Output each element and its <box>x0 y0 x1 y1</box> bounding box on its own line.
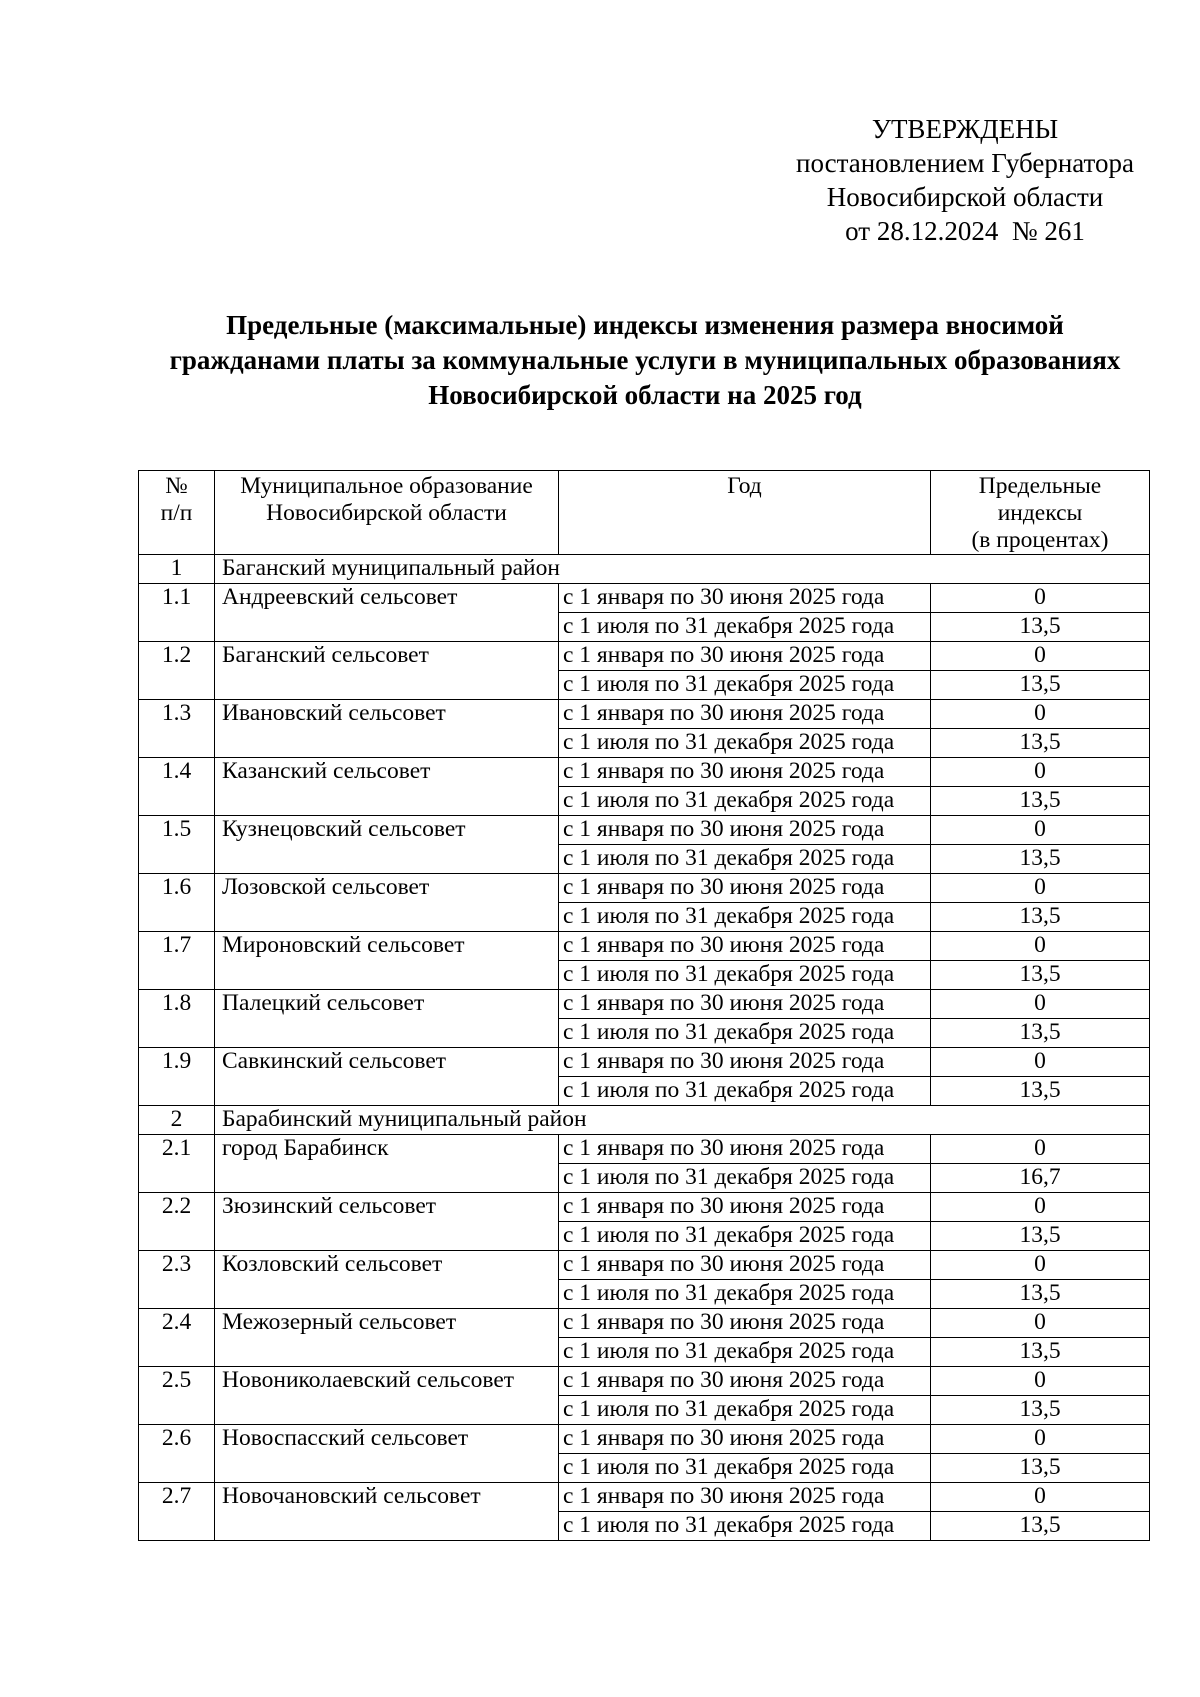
index-second-half: 13,5 <box>931 1280 1150 1309</box>
table-row <box>139 1135 1150 1164</box>
index-first-half: 0 <box>931 1425 1150 1454</box>
period-first-half: с 1 января по 30 июня 2025 года <box>559 1251 931 1280</box>
period-first-half: с 1 января по 30 июня 2025 года <box>559 1367 931 1396</box>
row-number: 2.4 <box>139 1309 215 1367</box>
index-second-half: 13,5 <box>931 845 1150 874</box>
period-second-half: с 1 июля по 31 декабря 2025 года <box>559 1280 931 1309</box>
index-first-half: 0 <box>931 990 1150 1019</box>
period-second-half: с 1 июля по 31 декабря 2025 года <box>559 1019 931 1048</box>
index-first-half: 0 <box>931 1193 1150 1222</box>
district-name: Барабинский муниципальный район <box>215 1106 1150 1135</box>
table-row <box>139 1048 1150 1077</box>
index-first-half: 0 <box>931 1483 1150 1512</box>
row-number: 1.4 <box>139 758 215 816</box>
index-second-half: 13,5 <box>931 1454 1150 1483</box>
period-second-half: с 1 июля по 31 декабря 2025 года <box>559 845 931 874</box>
index-first-half: 0 <box>931 1048 1150 1077</box>
row-number: 2.2 <box>139 1193 215 1251</box>
period-second-half: с 1 июля по 31 декабря 2025 года <box>559 961 931 990</box>
table-row <box>139 642 1150 671</box>
period-first-half: с 1 января по 30 июня 2025 года <box>559 700 931 729</box>
row-number: 1.9 <box>139 1048 215 1106</box>
index-first-half: 0 <box>931 1309 1150 1338</box>
municipality-name: Новочановский сельсовет <box>215 1483 559 1541</box>
row-number: 2.7 <box>139 1483 215 1541</box>
row-number: 1.7 <box>139 932 215 990</box>
period-first-half: с 1 января по 30 июня 2025 года <box>559 758 931 787</box>
municipality-name: Межозерный сельсовет <box>215 1309 559 1367</box>
municipality-name: город Барабинск <box>215 1135 559 1193</box>
period-second-half: с 1 июля по 31 декабря 2025 года <box>559 1222 931 1251</box>
table-row <box>139 1251 1150 1280</box>
table-row <box>139 990 1150 1019</box>
index-second-half: 13,5 <box>931 1396 1150 1425</box>
table-row <box>139 584 1150 613</box>
title-line: Новосибирской области на 2025 год <box>428 380 862 410</box>
period-second-half: с 1 июля по 31 декабря 2025 года <box>559 1454 931 1483</box>
index-second-half: 13,5 <box>931 1222 1150 1251</box>
table-row <box>139 816 1150 845</box>
index-second-half: 13,5 <box>931 1077 1150 1106</box>
row-number: 1.1 <box>139 584 215 642</box>
period-first-half: с 1 января по 30 июня 2025 года <box>559 874 931 903</box>
period-first-half: с 1 января по 30 июня 2025 года <box>559 1309 931 1338</box>
approval-line: Новосибирской области <box>826 182 1104 212</box>
table-row <box>139 874 1150 903</box>
district-row <box>139 555 1150 584</box>
period-second-half: с 1 июля по 31 декабря 2025 года <box>559 1396 931 1425</box>
table-row <box>139 758 1150 787</box>
index-second-half: 13,5 <box>931 787 1150 816</box>
approval-date-number: от 28.12.2024 № 261 <box>845 216 1085 246</box>
period-second-half: с 1 июля по 31 декабря 2025 года <box>559 903 931 932</box>
period-first-half: с 1 января по 30 июня 2025 года <box>559 1193 931 1222</box>
document-title <box>130 308 1160 413</box>
table-row <box>139 932 1150 961</box>
row-number: 1.5 <box>139 816 215 874</box>
index-second-half: 13,5 <box>931 613 1150 642</box>
index-second-half: 13,5 <box>931 1512 1150 1541</box>
period-first-half: с 1 января по 30 июня 2025 года <box>559 990 931 1019</box>
indices-table <box>138 470 1150 1541</box>
municipality-name: Зюзинский сельсовет <box>215 1193 559 1251</box>
period-second-half: с 1 июля по 31 декабря 2025 года <box>559 671 931 700</box>
row-number: 1.2 <box>139 642 215 700</box>
municipality-name: Андреевский сельсовет <box>215 584 559 642</box>
table-row <box>139 1193 1150 1222</box>
period-second-half: с 1 июля по 31 декабря 2025 года <box>559 1077 931 1106</box>
district-row <box>139 1106 1150 1135</box>
period-second-half: с 1 июля по 31 декабря 2025 года <box>559 613 931 642</box>
title-line: гражданами платы за коммунальные услуги в муниципальных образованиях <box>169 345 1121 375</box>
index-first-half: 0 <box>931 642 1150 671</box>
municipality-name: Лозовской сельсовет <box>215 874 559 932</box>
row-number: 1.8 <box>139 990 215 1048</box>
district-number: 2 <box>139 1106 215 1135</box>
row-number: 2.3 <box>139 1251 215 1309</box>
table-header-row <box>139 471 1150 555</box>
index-first-half: 0 <box>931 1251 1150 1280</box>
index-first-half: 0 <box>931 932 1150 961</box>
row-number: 2.5 <box>139 1367 215 1425</box>
header-indices: Предельные индексы (в процентах) <box>931 471 1150 555</box>
row-number: 1.3 <box>139 700 215 758</box>
index-second-half: 13,5 <box>931 1019 1150 1048</box>
municipality-name: Кузнецовский сельсовет <box>215 816 559 874</box>
period-second-half: с 1 июля по 31 декабря 2025 года <box>559 787 931 816</box>
approval-block <box>720 112 1200 248</box>
municipality-name: Новоспасский сельсовет <box>215 1425 559 1483</box>
table-row <box>139 1309 1150 1338</box>
index-second-half: 16,7 <box>931 1164 1150 1193</box>
row-number: 1.6 <box>139 874 215 932</box>
period-second-half: с 1 июля по 31 декабря 2025 года <box>559 1164 931 1193</box>
header-municipality: Муниципальное образование Новосибирской области <box>215 471 559 555</box>
district-number: 1 <box>139 555 215 584</box>
municipality-name: Палецкий сельсовет <box>215 990 559 1048</box>
period-second-half: с 1 июля по 31 декабря 2025 года <box>559 1338 931 1367</box>
municipality-name: Савкинский сельсовет <box>215 1048 559 1106</box>
approval-heading: УТВЕРЖДЕНЫ <box>871 114 1059 144</box>
header-number: № п/п <box>139 471 215 555</box>
municipality-name: Мироновский сельсовет <box>215 932 559 990</box>
index-second-half: 13,5 <box>931 961 1150 990</box>
index-second-half: 13,5 <box>931 903 1150 932</box>
period-first-half: с 1 января по 30 июня 2025 года <box>559 816 931 845</box>
index-first-half: 0 <box>931 700 1150 729</box>
municipality-name: Козловский сельсовет <box>215 1251 559 1309</box>
index-second-half: 13,5 <box>931 671 1150 700</box>
period-first-half: с 1 января по 30 июня 2025 года <box>559 1483 931 1512</box>
period-second-half: с 1 июля по 31 декабря 2025 года <box>559 729 931 758</box>
index-first-half: 0 <box>931 584 1150 613</box>
table-row <box>139 700 1150 729</box>
municipality-name: Баганский сельсовет <box>215 642 559 700</box>
period-first-half: с 1 января по 30 июня 2025 года <box>559 1135 931 1164</box>
index-first-half: 0 <box>931 816 1150 845</box>
index-first-half: 0 <box>931 1367 1150 1396</box>
index-second-half: 13,5 <box>931 729 1150 758</box>
period-first-half: с 1 января по 30 июня 2025 года <box>559 584 931 613</box>
municipality-name: Новониколаевский сельсовет <box>215 1367 559 1425</box>
district-name: Баганский муниципальный район <box>215 555 1150 584</box>
title-line: Предельные (максимальные) индексы изменения размера вносимой <box>226 310 1064 340</box>
table-row <box>139 1483 1150 1512</box>
period-first-half: с 1 января по 30 июня 2025 года <box>559 932 931 961</box>
row-number: 2.6 <box>139 1425 215 1483</box>
index-first-half: 0 <box>931 758 1150 787</box>
municipality-name: Ивановский сельсовет <box>215 700 559 758</box>
index-second-half: 13,5 <box>931 1338 1150 1367</box>
table-row <box>139 1367 1150 1396</box>
municipality-name: Казанский сельсовет <box>215 758 559 816</box>
period-first-half: с 1 января по 30 июня 2025 года <box>559 1048 931 1077</box>
header-year: Год <box>559 471 931 555</box>
period-first-half: с 1 января по 30 июня 2025 года <box>559 1425 931 1454</box>
row-number: 2.1 <box>139 1135 215 1193</box>
period-second-half: с 1 июля по 31 декабря 2025 года <box>559 1512 931 1541</box>
period-first-half: с 1 января по 30 июня 2025 года <box>559 642 931 671</box>
index-first-half: 0 <box>931 1135 1150 1164</box>
approval-line: постановлением Губернатора <box>796 148 1134 178</box>
index-first-half: 0 <box>931 874 1150 903</box>
table-row <box>139 1425 1150 1454</box>
